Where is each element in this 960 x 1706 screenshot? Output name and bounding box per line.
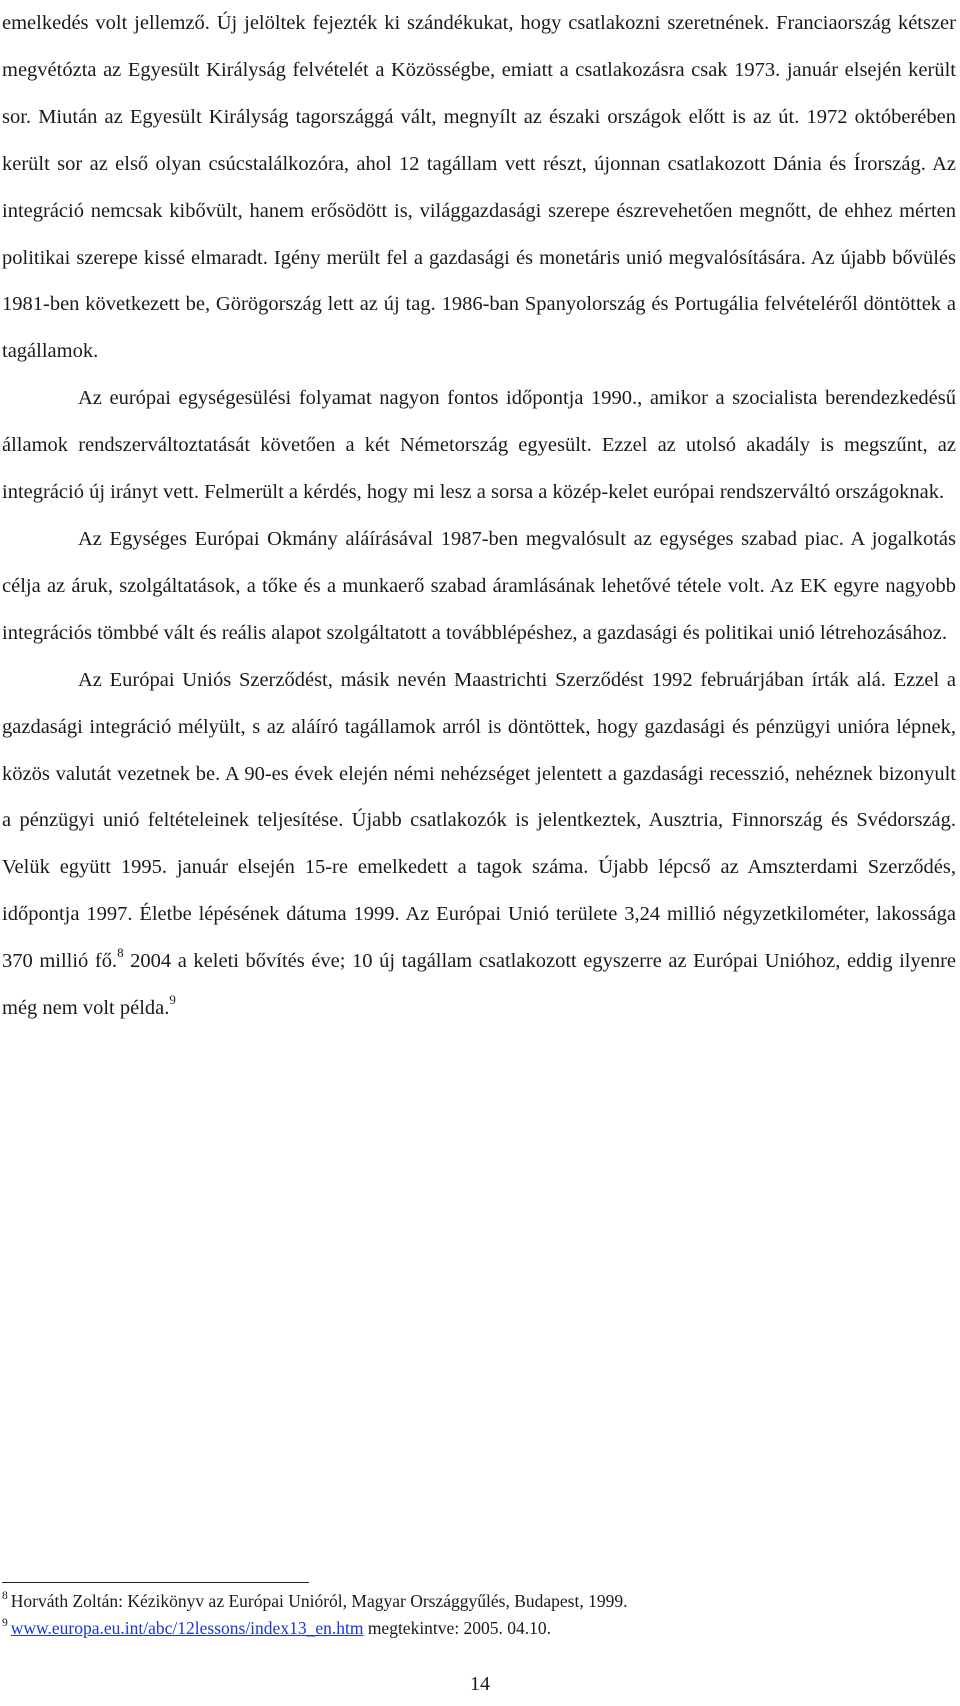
paragraph — [2, 516, 956, 657]
body-text — [2, 0, 956, 1032]
paragraph — [2, 657, 956, 1032]
paragraph — [2, 375, 956, 516]
footnote-marker: 9 — [2, 1617, 8, 1630]
footnote-text: Horváth Zoltán: Kézikönyv az Európai Unióról, Magyar Országgyűlés, Budapest, 1999. — [10, 1591, 628, 1611]
footnote-text: megtekintve: 2005. 04.10. — [363, 1618, 552, 1638]
footnote-9 — [2, 1615, 952, 1642]
footnote-reference: 9 — [169, 992, 176, 1008]
paragraph-text: Az európai egységesülési folyamat nagyon fontos időpontja 1990., amikor a szocialista berendezkedésű államok rendszerváltoztatását követően a két Németország egyesült. Ezzel az utolsó akadály is megszűnt, az integráció új irányt vett. Felmerült a kérdés, hogy mi lesz a sorsa a közép-kelet európai rendszerváltó országoknak. — [2, 387, 956, 504]
footnote-link[interactable]: www.europa.eu.int/abc/12lessons/index13_en.htm — [10, 1618, 364, 1638]
paragraph-text: 2004 a keleti bővítés éve; 10 új tagállam csatlakozott egyszerre az Európai Unióhoz, eddig ilyenre még nem volt példa. — [2, 950, 956, 1020]
footnote-marker: 8 — [2, 1590, 8, 1603]
footnote-reference: 8 — [117, 945, 124, 961]
page-number: 14 — [470, 1673, 490, 1695]
footnote-divider — [2, 1582, 309, 1583]
paragraph-text: Az Európai Uniós Szerződést, másik nevén Maastrichti Szerződést 1992 februárjában írták alá. Ezzel a gazdasági integráció mélyült, s az aláíró tagállamok arról is döntöttek, hogy gazdasági és pénzügyi unióra lépnek, közös valutát vezetnek be. A 90-es évek elején némi nehézséget jelentett a gazdasági recesszió, nehéznek bizonyult a pénzügyi unió feltételeinek teljesítése. Újabb csatlakozók is jelentkeztek, Ausztria, Finnország és Svédország. Velük együtt 1995. január elsején 15-re emelkedett a tagok száma. Újabb lépcső az Amszterdami Szerződés, időpontja 1997. Életbe lépésének dátuma 1999. Az Európai Unió területe 3,24 millió négyzetkilométer, lakossága 370 millió fő. — [2, 668, 956, 973]
paragraph-text: Az Egységes Európai Okmány aláírásával 1987-ben megvalósult az egységes szabad piac. A jogalkotás célja az áruk, szolgáltatások, a tőke és a munkaerő szabad áramlásának lehetővé tétele volt. Az EK egyre nagyobb integrációs tömbbé vált és reális alapot szolgáltatott a továbblépéshez, a gazdasági és politikai unió létrehozásához. — [2, 527, 956, 644]
paragraph-text: emelkedés volt jellemző. Új jelöltek fejezték ki szándékukat, hogy csatlakozni szeretnének. Franciaország kétszer megvétózta az Egyesült Királyság felvételét a Közösségbe, emiatt a csatlakozásra csak 1973. január elsején került sor. Miután az Egyesült Királyság tagországgá vált, megnyílt az északi országok előtt is az út. 1972 októberében került sor az első olyan csúcstalálkozóra, ahol 12 tagállam vett részt, újonnan csatlakozott Dánia és Írország. Az integráció nemcsak kibővült, hanem erősödött is, világgazdasági szerepe észrevehetően megnőtt, de ehhez mérten politikai szerepe kissé elmaradt. Igény merült fel a gazdasági és monetáris unió megvalósítására. Az újabb bővülés 1981-ben következett be, Görögország lett az új tag. 1986-ban Spanyolország és Portugália felvételéről döntöttek a tagállamok. — [2, 12, 956, 363]
footnote-8 — [2, 1588, 952, 1615]
paragraph — [2, 0, 956, 375]
footnotes — [2, 1588, 952, 1642]
